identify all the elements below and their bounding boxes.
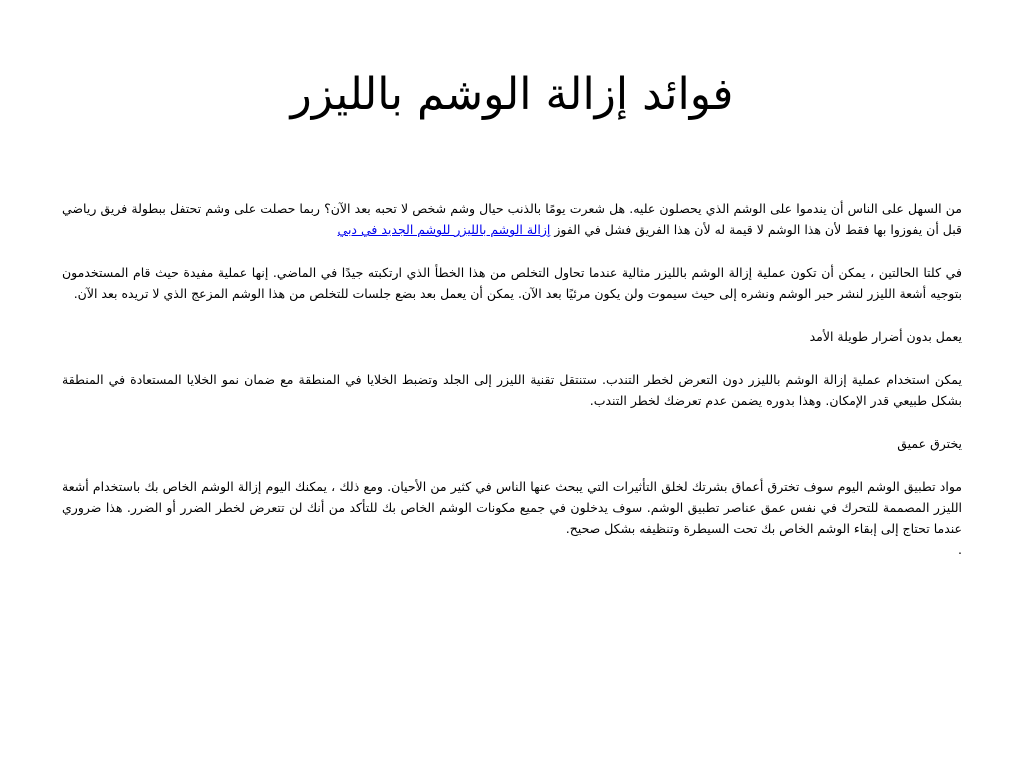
paragraph-process: في كلتا الحالتين ، يمكن أن تكون عملية إزالة الوشم بالليزر مثالية عندما تحاول التخلص من هذا الخطأ الذي ارتكبته جيدًا في الماضي. إنها عملية مفيدة حيث قام المستخدمون بتوجيه أشعة الليزر لنشر حبر الوشم ونشره إلى حيث سيموت ولن يكون مرئيًا بعد الآن. يمكن أن يعمل بعد بضع جلسات للتخلص من هذا الوشم المزعج الذي لا تريده بعد الآن. — [62, 265, 962, 301]
paragraph-intro-text: من السهل على الناس أن يندموا على الوشم الذي يحصلون عليه. هل شعرت يومًا بالذنب حيال وشم شخص لا تحبه بعد الآن؟ ربما حصلت على وشم تحتفل ببطولة فريق رياضي قبل أن يفوزوا بها فقط لأن هذا الوشم لا قيمة له لأن هذا الفريق فشل في الفوز — [62, 201, 962, 237]
content-body — [62, 198, 962, 560]
paragraph-deep: مواد تطبيق الوشم اليوم سوف تخترق أعماق بشرتك لخلق التأثيرات التي يبحث عنها الناس في كثير من الأحيان. ومع ذلك ، يمكنك اليوم إزالة الوشم الخاص بك باستخدام أشعة الليزر المصممة للتحرك في نفس عمق عناصر تطبيق الوشم. سوف يدخلون في جميع مكونات الوشم الخاص بك للتأكد من أنك لن تتعرض لخطر الضرر أو الضرر. هذا ضروري عندما تحتاج إلى إبقاء الوشم الخاص بك تحت السيطرة وتنظيفه بشكل صحيح. — [62, 479, 962, 536]
page-title: فوائد إزالة الوشم بالليزر — [290, 69, 734, 120]
laser-removal-link[interactable]: إزالة الوشم بالليزر للوشم الجديد في دبي — [337, 222, 551, 237]
paragraph-no-scarring: يمكن استخدام عملية إزالة الوشم بالليزر دون التعرض لخطر التندب. ستنتقل تقنية الليزر إلى الجلد وتضبط الخلايا في المنطقة مع ضمان نمو الخلايا المستعادة في المنطقة بشكل طبيعي قدر الإمكان. وهذا بدوره يضمن عدم تعرضك لخطر التندب. — [62, 372, 962, 408]
heading-no-damage: يعمل بدون أضرار طويلة الأمد — [809, 329, 962, 344]
paragraph-intro — [62, 198, 962, 240]
heading-deep-penetration: يخترق عميق — [897, 436, 962, 451]
paragraph-dot: . — [958, 542, 962, 557]
